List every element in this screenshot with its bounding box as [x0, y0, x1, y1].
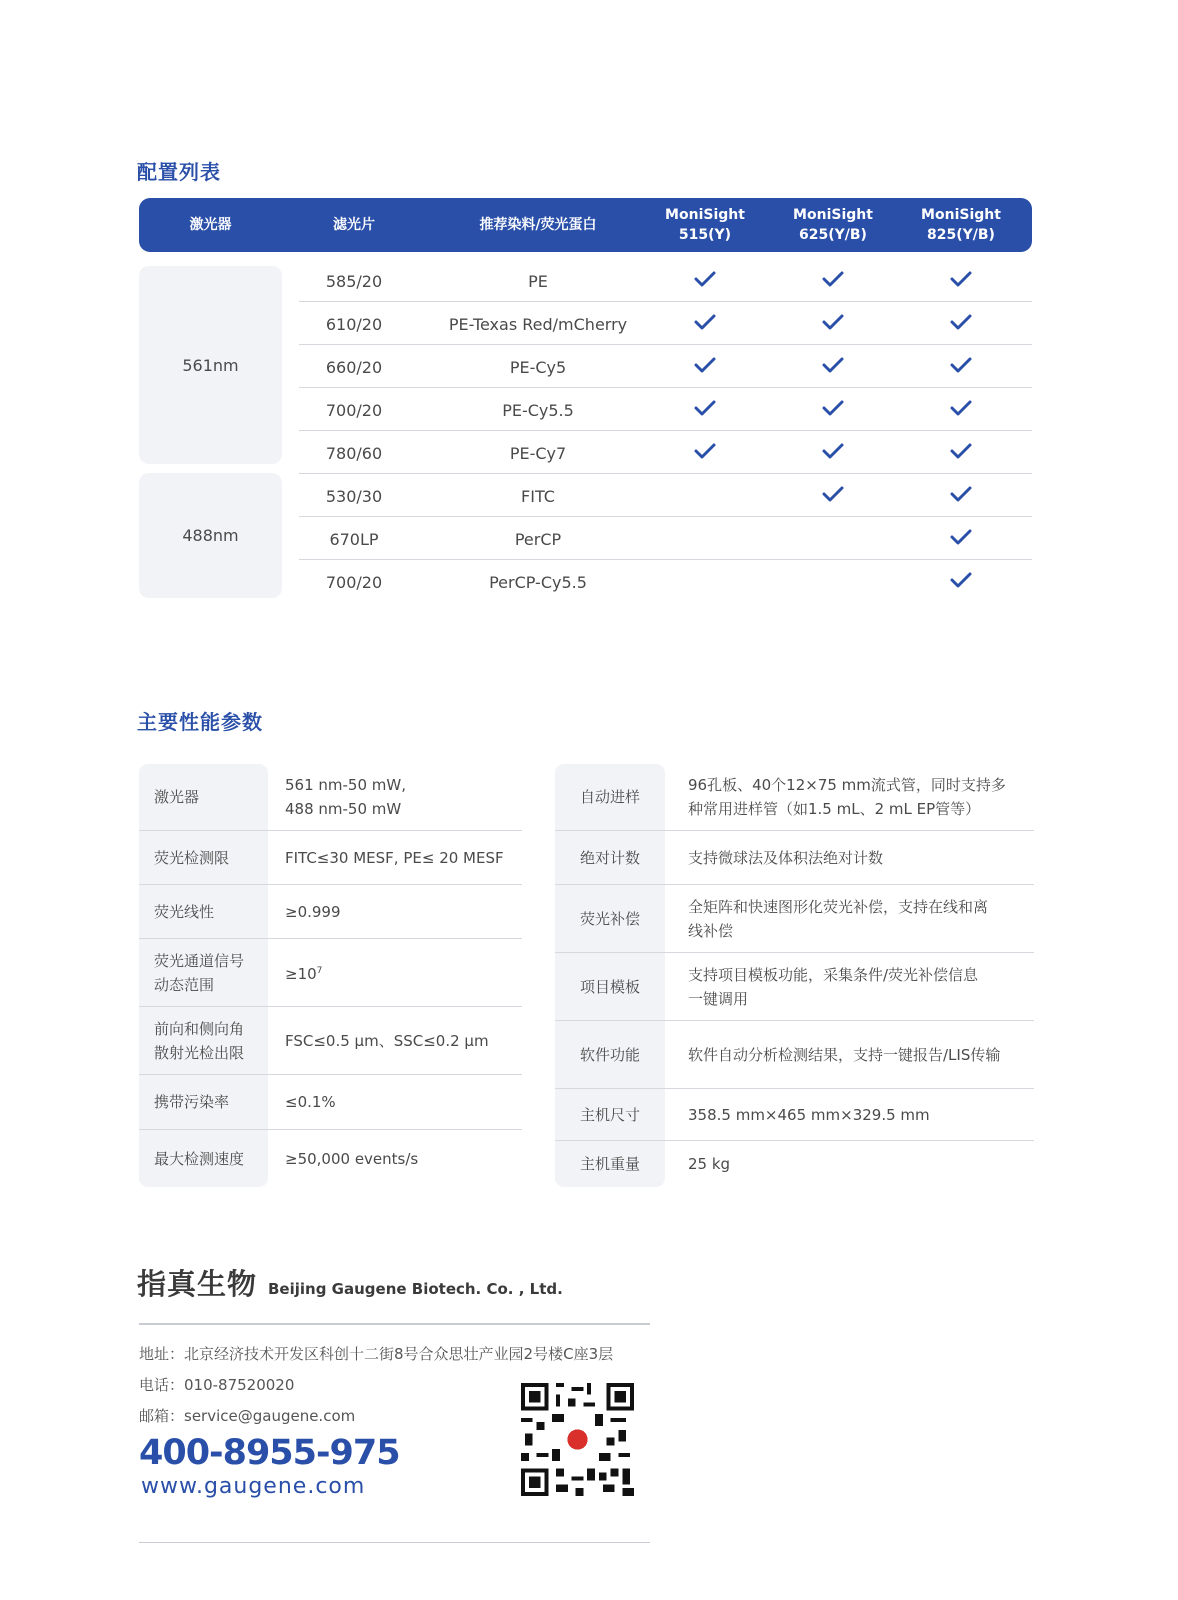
m825-support-cell — [906, 518, 1016, 560]
config-row — [299, 389, 1032, 431]
spec-label: 荧光补偿 — [579, 909, 640, 928]
header-model-625-code: 625(Y/B) — [799, 227, 867, 243]
contact-address: 地址：北京经济技术开发区科创十二街8号合众思壮产业园2号楼C座3层 — [139, 1345, 614, 1363]
spec-label: 激光器 — [154, 788, 200, 806]
m625-support-cell — [778, 561, 888, 603]
spec-label — [154, 1017, 244, 1065]
spec-label-cell — [139, 939, 268, 1006]
website-url[interactable]: www.gaugene.com — [141, 1474, 366, 1499]
header-model-625 — [778, 198, 888, 252]
spec-row — [555, 953, 1034, 1021]
config-row — [299, 475, 1032, 517]
spec-label: 荧光检测限 — [154, 848, 230, 867]
spec-row — [139, 885, 522, 939]
header-filter: 滤光片 — [333, 217, 375, 233]
spec-value-line1: FITC≤30 MESF, PE≤ 20 MESF — [285, 848, 504, 867]
spec-label-cell — [555, 1021, 665, 1088]
header-laser: 激光器 — [189, 217, 232, 233]
filter-cell: 780/60 — [325, 443, 383, 463]
m515-support-cell — [650, 260, 760, 302]
check-icon — [950, 313, 972, 335]
dye-cell: PE — [528, 271, 548, 291]
contact-phone: 电话：010-87520020 — [139, 1376, 295, 1394]
spec-label-cell — [139, 885, 268, 938]
config-row — [299, 518, 1032, 560]
spec-label-line1: 前向和侧向角 — [154, 1019, 245, 1038]
spec-label-cell — [555, 831, 665, 884]
spec-value-base: ≥10 — [285, 965, 317, 983]
dye-cell: PerCP — [514, 529, 562, 549]
spec-row — [555, 764, 1034, 831]
spec-value-cell — [285, 885, 522, 938]
spec-label-cell — [139, 831, 268, 884]
spec-value-cell — [688, 885, 1034, 952]
m825-support-cell — [906, 475, 1016, 517]
dye-cell: PE-Cy7 — [509, 443, 567, 463]
spec-value-cell — [285, 1130, 522, 1187]
check-icon — [694, 270, 716, 292]
filter-cell: 530/30 — [325, 486, 383, 506]
spec-row — [555, 1089, 1034, 1141]
spec-label-cell — [555, 953, 665, 1020]
m625-support-cell — [778, 260, 888, 302]
check-icon — [950, 485, 972, 507]
spec-label: 最大检测速度 — [154, 1149, 245, 1168]
config-row — [299, 432, 1032, 474]
qr-code-icon — [521, 1383, 634, 1496]
spec-label: 主机重量 — [579, 1155, 640, 1173]
footer-divider-bottom — [139, 1542, 650, 1543]
spec-label: 软件功能 — [579, 1045, 640, 1064]
dye-cell: PE-Cy5.5 — [502, 400, 574, 420]
spec-label: 自动进样 — [579, 788, 640, 806]
company-logo-chinese: 指真生物 — [137, 1267, 258, 1301]
header-dye: 推荐染料/荧光蛋白 — [479, 217, 597, 233]
contact-email: 邮箱：service@gaugene.com — [139, 1407, 356, 1425]
m625-support-cell — [778, 432, 888, 474]
spec-value-cell — [688, 1089, 1034, 1140]
laser-group-488: 488nm — [139, 473, 282, 598]
m515-support-cell — [650, 346, 760, 388]
spec-value-cell — [285, 1007, 522, 1074]
m825-support-cell — [906, 389, 1016, 431]
spec-value-line2: 488 nm-50 mW — [285, 800, 402, 818]
m625-support-cell — [778, 346, 888, 388]
company-name-english: Beijing Gaugene Biotech. Co. , Ltd. — [268, 1280, 563, 1298]
check-icon — [950, 270, 972, 292]
m825-support-cell — [906, 303, 1016, 345]
specs-section-title: 主要性能参数 — [137, 710, 263, 734]
check-icon — [950, 528, 972, 550]
spec-label: 携带污染率 — [154, 1093, 230, 1111]
spec-value-cell — [688, 1141, 1034, 1187]
spec-value-line1: 支持项目模板功能，采集条件/荧光补偿信息 — [688, 965, 979, 984]
config-row — [299, 346, 1032, 388]
spec-value-line1: 561 nm-50 mW, — [285, 776, 406, 794]
spec-row — [139, 1130, 522, 1187]
spec-row — [139, 939, 522, 1007]
m825-support-cell — [906, 346, 1016, 388]
spec-value-line1: ≥50,000 events/s — [285, 1149, 419, 1168]
spec-value-line1: 软件自动分析检测结果，支持一键报告/LIS传输 — [688, 1045, 1001, 1064]
check-icon — [950, 571, 972, 593]
spec-row — [555, 1021, 1034, 1089]
m515-support-cell — [650, 561, 760, 603]
filter-cell: 585/20 — [325, 271, 383, 291]
check-icon — [822, 442, 844, 464]
spec-value-line2: 线补偿 — [688, 921, 734, 940]
check-icon — [950, 356, 972, 378]
spec-label-cell — [555, 1089, 665, 1140]
m515-support-cell — [650, 303, 760, 345]
m825-support-cell — [906, 432, 1016, 474]
check-icon — [694, 442, 716, 464]
header-model-625-name: MoniSight — [793, 207, 873, 223]
header-model-825-name: MoniSight — [921, 207, 1001, 223]
check-icon — [950, 442, 972, 464]
spec-value-cell — [285, 939, 522, 1006]
check-icon — [950, 399, 972, 421]
footer-divider-top — [139, 1323, 650, 1325]
spec-row — [139, 831, 522, 885]
check-icon — [694, 399, 716, 421]
m825-support-cell — [906, 260, 1016, 302]
spec-label: 项目模板 — [579, 977, 640, 996]
spec-row — [555, 885, 1034, 953]
check-icon — [694, 356, 716, 378]
spec-value-cell — [688, 1021, 1034, 1088]
hotline-number: 400-8955-975 — [139, 1433, 400, 1473]
spec-value-line1: ≥0.999 — [285, 902, 341, 921]
spec-label-line2: 散射光检出限 — [154, 1043, 245, 1062]
filter-cell: 670LP — [329, 529, 379, 549]
filter-cell: 700/20 — [325, 400, 383, 420]
config-row — [299, 260, 1032, 302]
m625-support-cell — [778, 303, 888, 345]
spec-label: 荧光线性 — [154, 902, 215, 921]
spec-value-cell — [688, 831, 1034, 884]
m515-support-cell — [650, 518, 760, 560]
spec-label-line1: 荧光通道信号 — [154, 951, 245, 970]
dye-cell: FITC — [521, 486, 555, 506]
spec-value-line2: 一键调用 — [688, 989, 749, 1008]
spec-label-cell — [555, 764, 665, 830]
check-icon — [822, 399, 844, 421]
check-icon — [694, 313, 716, 335]
config-row — [299, 561, 1032, 603]
spec-value-line1: 全矩阵和快速图形化荧光补偿，支持在线和离 — [688, 897, 989, 916]
spec-value-line1: ≤0.1% — [285, 1093, 336, 1111]
check-icon — [822, 270, 844, 292]
laser-group-561: 561nm — [139, 266, 282, 464]
check-icon — [822, 356, 844, 378]
spec-label — [154, 949, 244, 997]
spec-value-cell — [285, 831, 522, 884]
spec-label-line2: 动态范围 — [154, 975, 215, 994]
dye-cell: PerCP-Cy5.5 — [489, 572, 587, 592]
spec-value-exponent: 7 — [316, 966, 323, 976]
spec-label-cell — [139, 1130, 268, 1187]
spec-label-cell — [139, 1007, 268, 1074]
spec-value-line1: 358.5 mm×465 mm×329.5 mm — [688, 1105, 930, 1124]
check-icon — [822, 485, 844, 507]
spec-value-cell — [285, 1075, 522, 1129]
spec-label-cell — [139, 764, 268, 830]
m625-support-cell — [778, 518, 888, 560]
spec-value-cell — [688, 953, 1034, 1020]
spec-value-cell — [285, 764, 522, 830]
spec-value-line1: FSC≤0.5 μm、SSC≤0.2 μm — [285, 1031, 489, 1050]
spec-row — [139, 1075, 522, 1130]
m625-support-cell — [778, 475, 888, 517]
spec-row — [555, 831, 1034, 885]
config-table-header — [139, 198, 1032, 252]
spec-label-cell — [139, 1075, 268, 1129]
spec-row — [139, 1007, 522, 1075]
spec-label: 主机尺寸 — [579, 1105, 640, 1124]
header-model-825 — [906, 198, 1016, 252]
spec-row — [555, 1141, 1034, 1187]
m515-support-cell — [650, 432, 760, 474]
spec-row — [139, 764, 522, 831]
header-model-515-name: MoniSight — [665, 207, 745, 223]
spec-label-cell — [555, 885, 665, 952]
m515-support-cell — [650, 475, 760, 517]
spec-value-line1: 96孔板、40个12×75 mm流式管，同时支持多 — [688, 776, 1006, 794]
filter-cell: 660/20 — [325, 357, 383, 377]
m825-support-cell — [906, 561, 1016, 603]
header-model-825-code: 825(Y/B) — [927, 227, 995, 243]
config-row — [299, 303, 1032, 345]
filter-cell: 610/20 — [325, 314, 383, 334]
spec-value-line1: 支持微球法及体积法绝对计数 — [688, 848, 884, 867]
spec-value-line1: 25 kg — [688, 1155, 731, 1173]
header-model-515-code: 515(Y) — [678, 227, 732, 243]
config-section-title: 配置列表 — [137, 160, 221, 184]
spec-label: 绝对计数 — [579, 848, 640, 867]
filter-cell: 700/20 — [325, 572, 383, 592]
check-icon — [822, 313, 844, 335]
m625-support-cell — [778, 389, 888, 431]
spec-value-cell — [688, 764, 1034, 830]
spec-label-cell — [555, 1141, 665, 1187]
dye-cell: PE-Texas Red/mCherry — [448, 314, 628, 334]
spec-value-line2: 种常用进样管（如1.5 mL、2 mL EP管等） — [688, 800, 981, 818]
dye-cell: PE-Cy5 — [509, 357, 567, 377]
m515-support-cell — [650, 389, 760, 431]
header-model-515 — [650, 198, 760, 252]
